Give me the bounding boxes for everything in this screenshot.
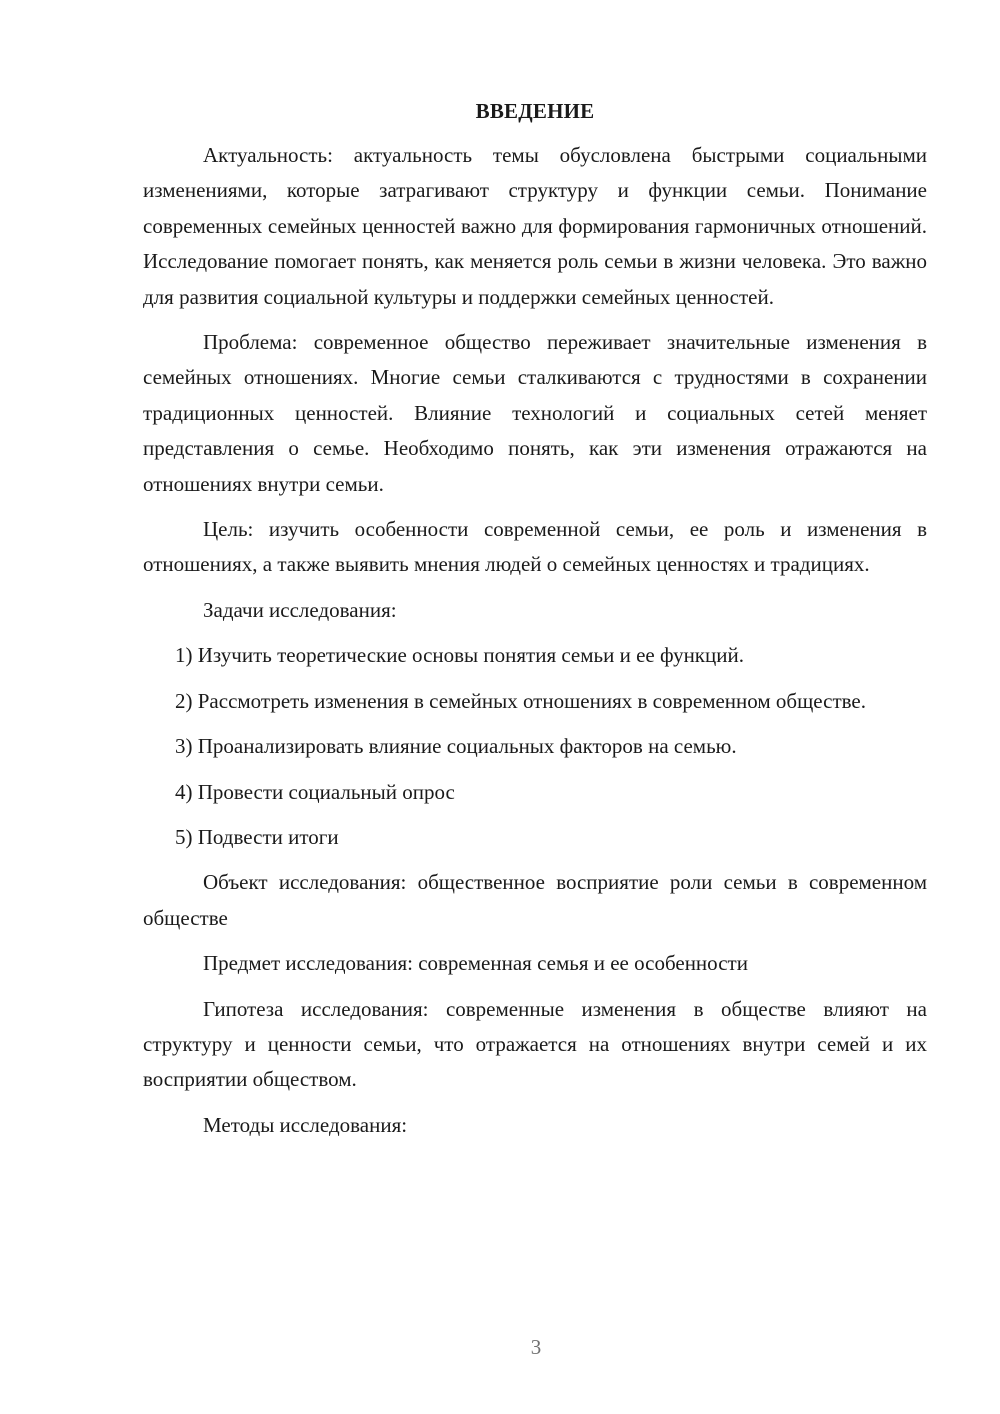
paragraph-goal: Цель: изучить особенности современной семьи, ее роль и изменения в отношениях, а также выявить мнения людей о семейных ценностях и традициях. bbox=[143, 517, 927, 577]
paragraph-object: Объект исследования: общественное восприятие роли семьи в современном обществе bbox=[143, 870, 927, 930]
page-title: ВВЕДЕНИЕ bbox=[475, 99, 595, 123]
list-item: 2) Рассмотреть изменения в семейных отношениях в современном обществе. bbox=[175, 688, 866, 713]
paragraph-subject: Предмет исследования: современная семья и ее особенности bbox=[203, 951, 748, 976]
paragraph-tasks-heading: Задачи исследования: bbox=[203, 597, 397, 622]
list-item: 3) Проанализировать влияние социальных факторов на семью. bbox=[175, 734, 737, 759]
list-item: 4) Провести социальный опрос bbox=[175, 779, 455, 804]
paragraph-relevance: Актуальность: актуальность темы обусловлена быстрыми социальными изменениями, которые затрагивают структуру и функции семьи. Понимание современных семейных ценностей важно для формирования гармоничных отношений. Исследование помогает понять, как меняется роль семьи в жизни человека. Это важно для развития социальной культуры и поддержки семейных ценностей. bbox=[143, 143, 927, 309]
list-item: 1) Изучить теоретические основы понятия семьи и ее функций. bbox=[175, 643, 744, 668]
paragraph-problem: Проблема: современное общество переживает значительные изменения в семейных отношениях. Многие семьи сталкиваются с трудностями в сохранении традиционных ценностей. Влияние технологий и социальных сетей меняет представления о семье. Необходимо понять, как эти изменения отражаются на отношениях внутри семьи. bbox=[143, 330, 927, 496]
tasks-list bbox=[143, 638, 927, 855]
page-number: 3 bbox=[530, 1335, 542, 1359]
page-content bbox=[143, 95, 927, 1153]
paragraph-methods-heading: Методы исследования: bbox=[203, 1112, 408, 1137]
list-item: 5) Подвести итоги bbox=[175, 824, 339, 849]
paragraph-hypothesis: Гипотеза исследования: современные изменения в обществе влияют на структуру и ценности семьи, что отражается на отношениях внутри семей и их восприятии обществом. bbox=[143, 996, 927, 1092]
